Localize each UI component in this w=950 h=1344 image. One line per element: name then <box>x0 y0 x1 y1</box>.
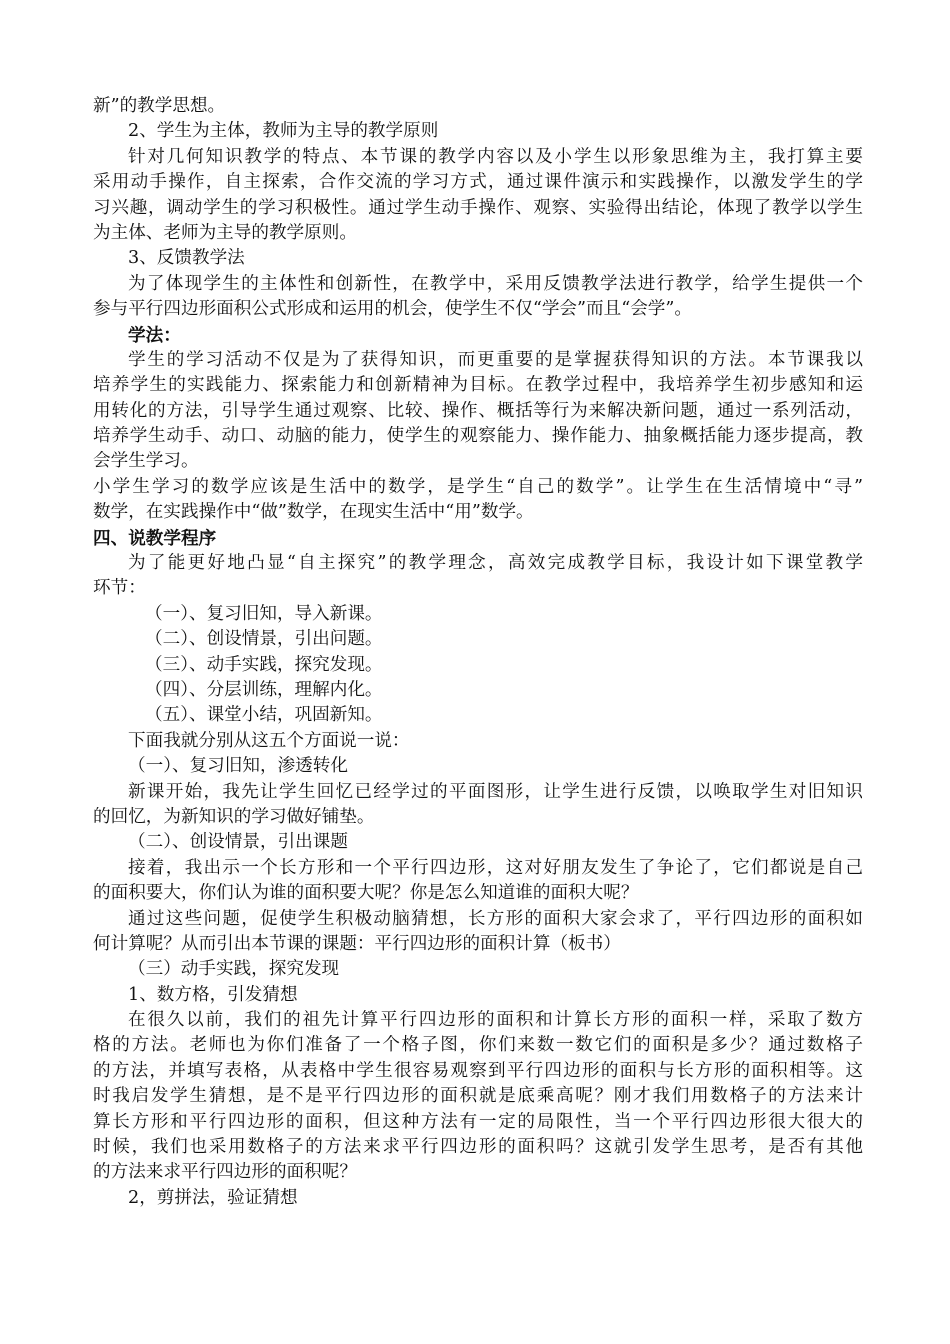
text-line: 习兴趣，调动学生的学习积极性。通过学生动手操作、观察、实验得出结论，体现了教学以学生 <box>93 197 863 218</box>
text-line: 为了能更好地凸显“自主探究”的教学理念，高效完成教学目标，我设计如下课堂教学 <box>128 553 863 574</box>
section-heading: 四、说教学程序 <box>93 527 217 549</box>
text-line: 学生的学习活动不仅是为了获得知识，而更重要的是掌握获得知识的方法。本节课我以 <box>128 349 863 370</box>
text-line: 培养学生的实践能力、探索能力和创新精神为目标。在教学过程中，我培养学生初步感知和运 <box>93 375 863 396</box>
text-line: 时我启发学生猜想，是不是平行四边形的面积就是底乘高呢？刚才我们用数格子的方法来计 <box>93 1086 863 1107</box>
subheading: 1、数方格，引发猜想 <box>128 984 298 1005</box>
text-line: 3、反馈教学法 <box>128 248 245 269</box>
subheading: 2，剪拼法，验证猜想 <box>128 1187 298 1208</box>
text-line: 下面我就分别从这五个方面说一说： <box>128 730 410 751</box>
text-line: 采用动手操作，自主探索，合作交流的学习方式，通过课件演示和实践操作，以激发学生的学 <box>93 172 863 193</box>
subheading: （二）、创设情景，引出课题 <box>128 832 348 853</box>
text-line: 的面积要大，你们认为谁的面积要大呢？你是怎么知道谁的面积大呢？ <box>93 883 639 904</box>
list-item: （三）、动手实践，探究发现。 <box>145 654 383 675</box>
text-line: 2、学生为主体，教师为主导的教学原则 <box>128 121 439 142</box>
list-item: （四）、分层训练，理解内化。 <box>145 679 383 700</box>
list-item: （一）、复习旧知，导入新课。 <box>145 603 383 624</box>
text-line: 环节： <box>93 578 146 599</box>
text-line: 会学生学习。 <box>93 451 199 472</box>
text-line: 的回忆，为新知识的学习做好铺垫。 <box>93 806 375 827</box>
text-line: 用转化的方法，引导学生通过观察、比较、操作、概括等行为来解决新问题，通过一系列活动， <box>93 400 863 421</box>
list-item: （二）、创设情景，引出问题。 <box>145 629 383 650</box>
subheading: （一）、复习旧知，渗透转化 <box>128 756 348 777</box>
list-item: （五）、课堂小结，巩固新知。 <box>145 705 383 726</box>
text-line: 的方法，并填写表格，从表格中学生很容易观察到平行四边形的面积与长方形的面积相等。这 <box>93 1060 863 1081</box>
text-line: 算长方形和平行四边形的面积，但这种方法有一定的局限性，当一个平行四边形很大很大的 <box>93 1111 863 1132</box>
text-line: 小学生学习的数学应该是生活中的数学，是学生“自己的数学”。让学生在生活情境中“寻” <box>93 476 863 497</box>
text-line: 为主体、老师为主导的教学原则。 <box>93 222 357 243</box>
section-heading: 学法： <box>128 324 181 346</box>
subheading: （三）动手实践，探究发现 <box>128 959 340 980</box>
text-line: 接着，我出示一个长方形和一个平行四边形，这对好朋友发生了争论了，它们都说是自己 <box>128 857 863 878</box>
text-line: 的方法来求平行四边形的面积呢？ <box>93 1162 357 1183</box>
text-line: 为了体现学生的主体性和创新性，在教学中，采用反馈教学法进行教学，给学生提供一个 <box>128 273 863 294</box>
text-line: 在很久以前，我们的祖先计算平行四边形的面积和计算长方形的面积一样，采取了数方 <box>128 1010 863 1031</box>
text-line: 何计算呢？从而引出本节课的课题：平行四边形的面积计算（板书） <box>93 933 621 954</box>
text-line: 通过这些问题，促使学生积极动脑猜想，长方形的面积大家会求了，平行四边形的面积如 <box>128 908 863 929</box>
text-line: 针对几何知识教学的特点、本节课的教学内容以及小学生以形象思维为主，我打算主要 <box>128 146 863 167</box>
text-line: 时候，我们也采用数格子的方法来求平行四边形的面积吗？这就引发学生思考，是否有其他 <box>93 1137 863 1158</box>
text-line: 参与平行四边形面积公式形成和运用的机会，使学生不仅“学会”而且“会学”。 <box>93 299 692 320</box>
text-line: 培养学生动手、动口、动脑的能力，使学生的观察能力、操作能力、抽象概括能力逐步提高，教 <box>93 426 863 447</box>
text-line: 新”的教学思想。 <box>93 96 226 116</box>
document-page <box>93 94 863 1211</box>
text-line: 数学，在实践操作中“做”数学，在现实生活中“用”数学。 <box>93 502 534 523</box>
text-line: 新课开始，我先让学生回忆已经学过的平面图形，让学生进行反馈，以唤取学生对旧知识 <box>128 781 863 802</box>
text-line: 格的方法。老师也为你们准备了一个格子图，你们来数一数它们的面积是多少？通过数格子 <box>93 1035 863 1056</box>
